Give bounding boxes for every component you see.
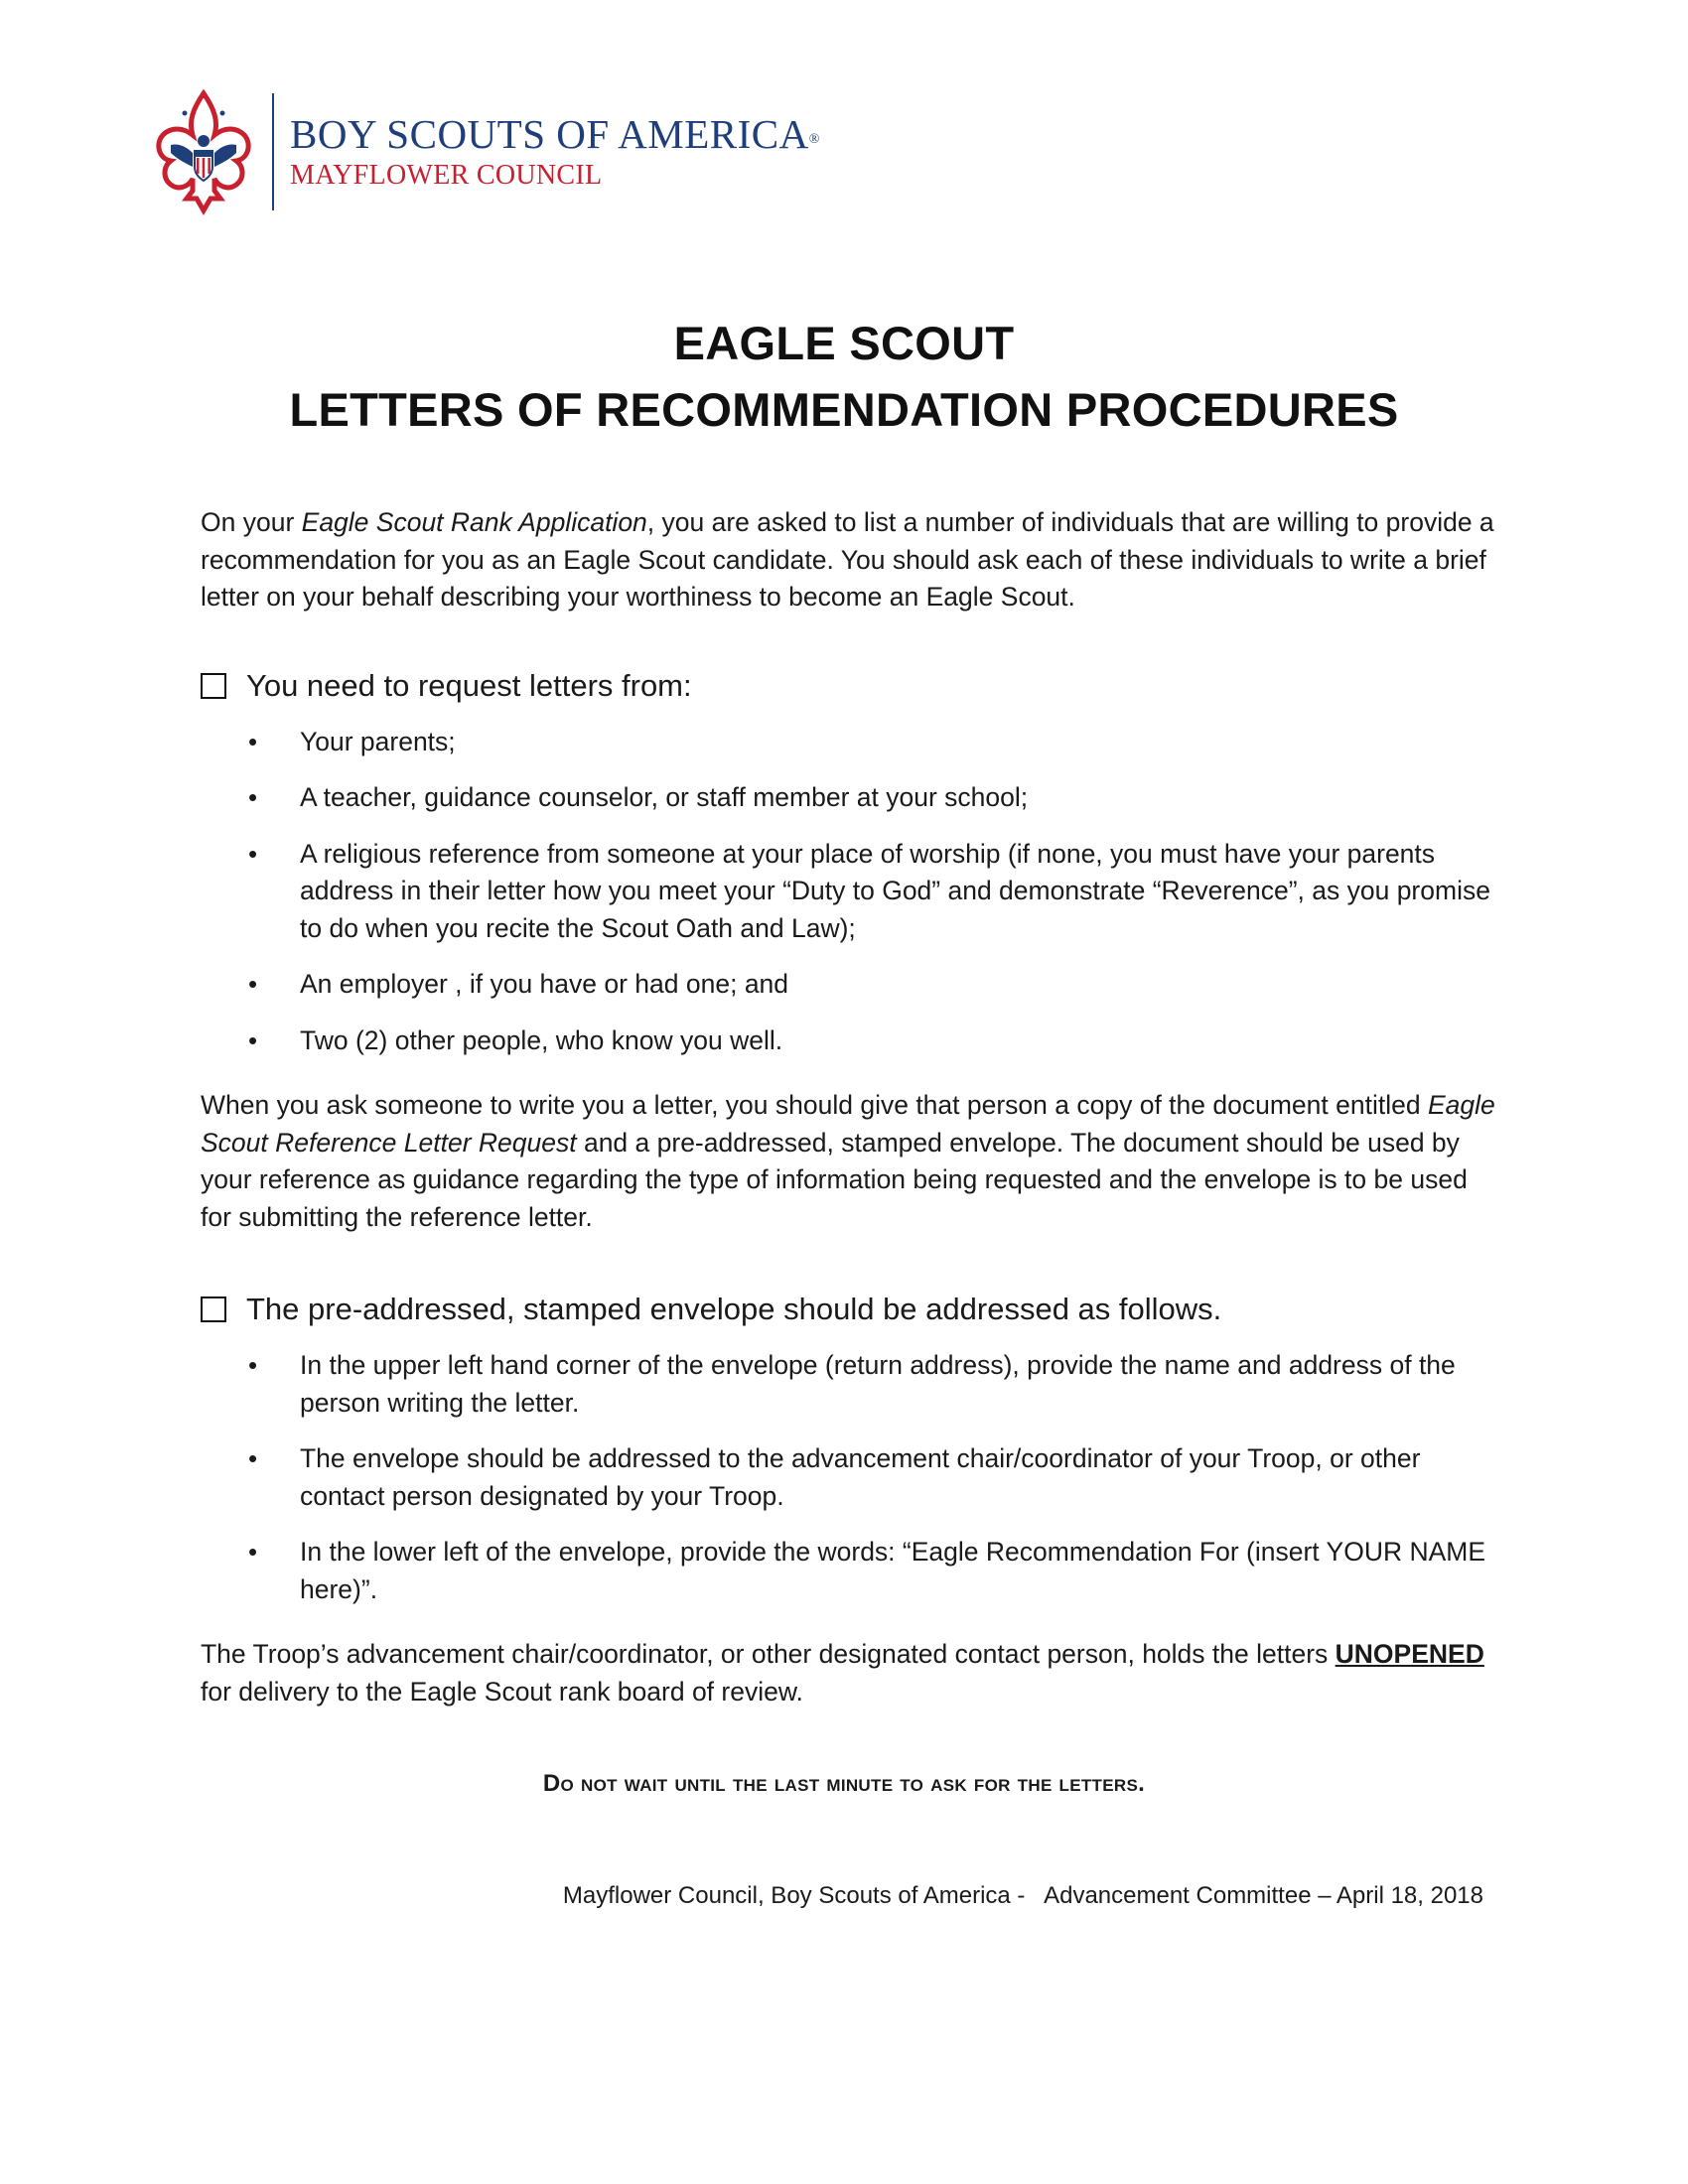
letterhead bbox=[149, 87, 820, 216]
unopened-emphasis: UNOPENED bbox=[1335, 1639, 1484, 1669]
title-line-1: EAGLE SCOUT bbox=[673, 317, 1015, 369]
registered-mark: ® bbox=[808, 132, 820, 147]
bullet-icon: • bbox=[248, 782, 258, 812]
org-name-block bbox=[290, 111, 820, 193]
section-heading-text: You need to request letters from: bbox=[246, 667, 692, 703]
checkbox-icon[interactable] bbox=[201, 1297, 226, 1322]
list-item bbox=[201, 836, 1501, 948]
letter-sources-list bbox=[201, 724, 1501, 1060]
bullet-icon: • bbox=[248, 1350, 258, 1380]
list-item-text: The envelope should be addressed to the advancement chair/coordinator of your Troop, or other contact person designated by your Troop. bbox=[300, 1443, 1421, 1511]
list-item bbox=[201, 1440, 1501, 1515]
envelope-instructions-list bbox=[201, 1347, 1501, 1608]
section-heading-request-letters bbox=[201, 666, 1501, 706]
checkbox-icon[interactable] bbox=[201, 673, 226, 699]
list-item-text: In the lower left of the envelope, provide the words: “Eagle Recommendation For (insert YOUR NAME here)”. bbox=[300, 1537, 1486, 1604]
reference-request-title: Eagle Scout Reference Letter Request bbox=[201, 1090, 1495, 1158]
document-title bbox=[0, 310, 1688, 443]
org-name: BOY SCOUTS OF AMERICA® bbox=[290, 111, 820, 157]
instructions-paragraph: When you ask someone to write you a letter, you should give that person a copy of the document entitled Eagle Scout Reference Letter Request and a pre-addressed, stamped envelope. The document should be used by your reference as guidance regarding the type of information being requested and the envelope is to be used for submitting the reference letter. bbox=[201, 1090, 1495, 1232]
document-footer: Mayflower Council, Boy Scouts of America - Advancement Committee – April 18, 2018 bbox=[562, 1882, 1483, 1909]
closing-paragraph: The Troop’s advancement chair/coordinator, or other designated contact person, holds the letters UNOPENED for delivery to the Eagle Scout rank board of review. bbox=[201, 1639, 1484, 1706]
bullet-icon: • bbox=[248, 969, 258, 999]
header-divider bbox=[272, 93, 274, 210]
list-item bbox=[201, 779, 1501, 817]
deadline-warning: Do not wait until the last minute to ask for the letters. bbox=[542, 1770, 1146, 1797]
section-heading-envelope bbox=[201, 1290, 1501, 1329]
intro-paragraph: On your Eagle Scout Rank Application, you are asked to list a number of individuals that are willing to provide a recommendation for you as an Eagle Scout candidate. You should ask each of these individuals to write a brief letter on your behalf describing your worthiness to become an Eagle Scout. bbox=[201, 507, 1494, 612]
section-heading-text: The pre-addressed, stamped envelope should be addressed as follows. bbox=[246, 1292, 1222, 1326]
document-body bbox=[201, 504, 1501, 1710]
application-title: Eagle Scout Rank Application bbox=[301, 507, 647, 537]
bullet-icon: • bbox=[248, 726, 258, 756]
list-item-text: A teacher, guidance counselor, or staff member at your school; bbox=[300, 782, 1029, 812]
list-item-text: In the upper left hand corner of the envelope (return address), provide the name and address of the person writing the letter. bbox=[300, 1350, 1456, 1418]
list-item bbox=[201, 724, 1501, 761]
list-item-text: Your parents; bbox=[300, 726, 456, 756]
list-item-text: Two (2) other people, who know you well. bbox=[300, 1024, 783, 1055]
bsa-emblem-icon bbox=[149, 87, 258, 216]
list-item bbox=[201, 1023, 1501, 1060]
bullet-icon: • bbox=[248, 1537, 258, 1567]
list-item-text: An employer , if you have or had one; and bbox=[300, 969, 789, 999]
council-name: MAYFLOWER COUNCIL bbox=[290, 160, 603, 191]
list-item-text: A religious reference from someone at your place of worship (if none, you must have your parents address in their letter how you meet your “Duty to God” and demonstrate “Reverence”, as you promise to do when you recite the Scout Oath and Law); bbox=[300, 838, 1490, 943]
list-item bbox=[201, 1534, 1501, 1608]
title-line-2: LETTERS OF RECOMMENDATION PROCEDURES bbox=[289, 383, 1399, 436]
bullet-icon: • bbox=[248, 838, 258, 869]
bullet-icon: • bbox=[248, 1443, 258, 1473]
bullet-icon: • bbox=[248, 1024, 258, 1055]
list-item bbox=[201, 1347, 1501, 1422]
list-item bbox=[201, 966, 1501, 1004]
